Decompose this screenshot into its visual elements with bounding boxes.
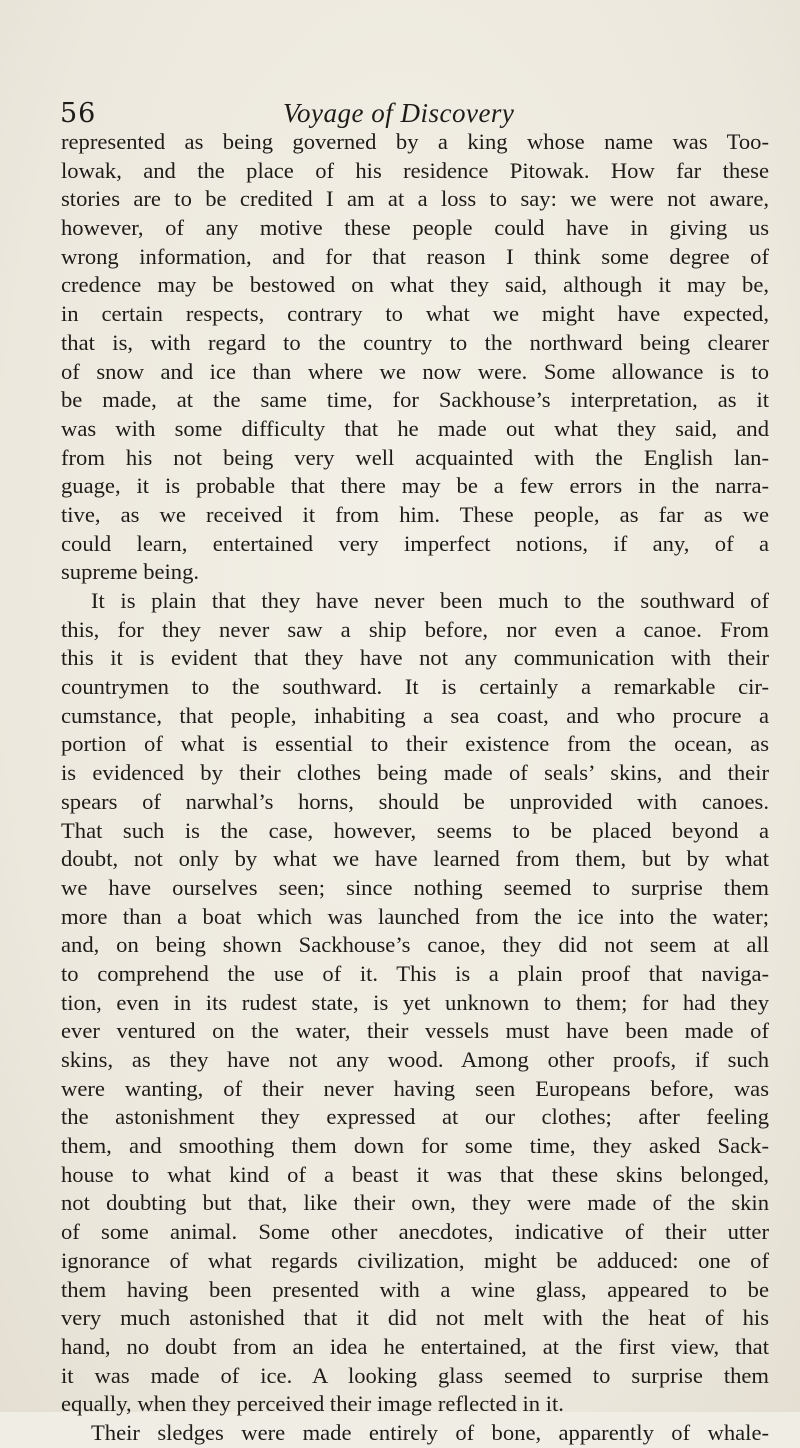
text-line: stories are to be credited I am at a loss to say: we were not aware, [61, 186, 769, 212]
text-line: tion, even in its rudest state, is yet unknown to them; for had they [61, 989, 769, 1015]
text-line: lowak, and the place of his residence Pitowak. How far these [61, 157, 769, 183]
text-line: credence may be bestowed on what they said, although it may be, [61, 272, 769, 298]
text-line: wrong information, and for that reason I think some degree of [61, 243, 769, 269]
text-line: this it is evident that they have not any communication with their [61, 645, 769, 671]
paragraph-start-line: It is plain that they have never been much to the southward of [91, 588, 769, 613]
text-line: That such is the case, however, seems to be placed beyond a [61, 817, 769, 843]
text-line: this, for they never saw a ship before, nor even a canoe. From [61, 616, 769, 642]
text-line: from his not being very well acquainted with the English lan- [61, 444, 769, 470]
text-line: more than a boat which was launched from the ice into the water; [61, 903, 769, 929]
text-line: that is, with regard to the country to the northward being clearer [61, 329, 769, 355]
text-line: portion of what is essential to their existence from the ocean, as [61, 731, 769, 757]
text-line: it was made of ice. A looking glass seemed to surprise them [61, 1362, 769, 1388]
text-line: cumstance, that people, inhabiting a sea coast, and who procure a [61, 702, 769, 728]
body-text [61, 128, 769, 1448]
text-line: were wanting, of their never having seen Europeans before, was [61, 1075, 769, 1101]
text-line: very much astonished that it did not melt with the heat of his [61, 1305, 769, 1331]
text-line: to comprehend the use of it. This is a plain proof that naviga- [61, 960, 769, 986]
text-line: and, on being shown Sackhouse’s canoe, they did not seem at all [61, 932, 769, 958]
text-line: hand, no doubt from an idea he entertained, at the first view, that [61, 1333, 769, 1359]
text-line: we have ourselves seen; since nothing seemed to surprise them [61, 874, 769, 900]
text-line: could learn, entertained very imperfect notions, if any, of a [61, 530, 769, 556]
text-line: supreme being. [61, 559, 200, 585]
text-line: house to what kind of a beast it was that these skins belonged, [61, 1161, 769, 1187]
text-line: in certain respects, contrary to what we might have expected, [61, 301, 769, 327]
running-title: Voyage of Discovery [283, 98, 515, 128]
text-line: is evidenced by their clothes being made of seals’ skins, and their [61, 760, 769, 786]
text-line: them, and smoothing them down for some time, they asked Sack- [61, 1133, 769, 1159]
text-line: spears of narwhal’s horns, should be unprovided with canoes. [61, 788, 769, 814]
text-line: of snow and ice than where we now were. Some allowance is to [61, 358, 769, 384]
text-line: the astonishment they expressed at our clothes; after feeling [61, 1104, 769, 1130]
paragraph-start-line: Their sledges were made entirely of bone, apparently of whale- [91, 1419, 769, 1445]
text-line: was with some difficulty that he made out what they said, and [61, 415, 769, 441]
text-line: them having been presented with a wine glass, appeared to be [61, 1276, 769, 1302]
text-line: be made, at the same time, for Sackhouse’s interpretation, as it [61, 387, 769, 413]
text-line: skins, as they have not any wood. Among other proofs, if such [61, 1047, 769, 1072]
text-line: equally, when they perceived their image reflected in it. [61, 1391, 564, 1417]
text-line: countrymen to the southward. It is certainly a remarkable cir- [61, 674, 769, 700]
page-header [0, 98, 800, 132]
text-line: ignorance of what regards civilization, might be adduced: one of [61, 1247, 769, 1273]
text-line: of some animal. Some other anecdotes, indicative of their utter [61, 1219, 769, 1245]
text-line: not doubting but that, like their own, they were made of the skin [61, 1190, 769, 1216]
text-line: ever ventured on the water, their vessels must have been made of [61, 1018, 769, 1044]
text-line: however, of any motive these people could have in giving us [61, 215, 769, 241]
text-line: tive, as we received it from him. These people, as far as we [61, 501, 769, 527]
text-line: doubt, not only by what we have learned from them, but by what [61, 846, 769, 872]
text-line: guage, it is probable that there may be a few errors in the narra- [61, 473, 769, 499]
page-number: 56 [60, 98, 97, 129]
text-line: represented as being governed by a king whose name was Too- [61, 129, 769, 154]
